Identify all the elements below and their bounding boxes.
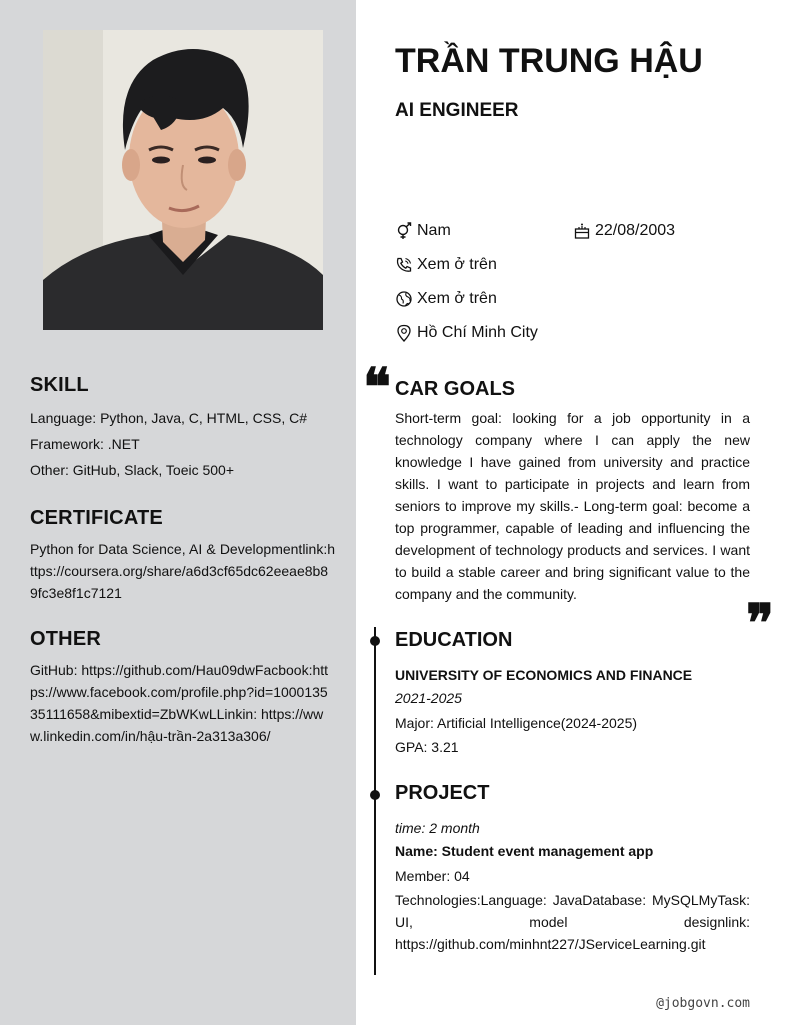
education-school: UNIVERSITY OF ECONOMICS AND FINANCE	[395, 667, 693, 683]
timeline-line	[374, 627, 376, 975]
skill-section	[30, 374, 335, 481]
project-name: Name: Student event management app	[395, 843, 654, 859]
candidate-role: AI ENGINEER	[395, 100, 519, 121]
timeline-dot-education	[370, 636, 380, 646]
location-pin-icon	[395, 324, 413, 342]
education-major: Major: Artificial Intelligence(2024-2025)	[395, 715, 638, 731]
quote-open-icon: ❝	[363, 357, 391, 418]
gender-value: Nam	[417, 222, 451, 239]
candidate-name: TRẦN TRUNG HẬU	[395, 42, 703, 80]
website-info	[395, 290, 497, 308]
skill-line-framework: Framework: .NET	[30, 436, 140, 452]
phone-info	[395, 256, 497, 274]
skill-title: SKILL	[30, 374, 89, 396]
education-years: 2021-2025	[395, 690, 462, 706]
location-value: Hồ Chí Minh City	[417, 324, 538, 341]
website-value: Xem ở trên	[417, 290, 497, 307]
phone-icon	[395, 256, 413, 274]
gender-icon	[395, 222, 413, 240]
goals-title: CAR GOALS	[395, 378, 515, 400]
location-info	[395, 324, 538, 342]
profile-photo	[43, 30, 323, 330]
birthday-info	[573, 222, 675, 240]
other-section	[30, 628, 335, 747]
project-member: Member: 04	[395, 868, 470, 884]
globe-icon	[395, 290, 413, 308]
education-title: EDUCATION	[395, 629, 513, 651]
certificate-title: CERTIFICATE	[30, 507, 163, 529]
footer-watermark: @jobgovn.com	[656, 996, 750, 1011]
project-title: PROJECT	[395, 782, 490, 804]
timeline-dot-project	[370, 790, 380, 800]
phone-value: Xem ở trên	[417, 256, 497, 273]
certificate-section	[30, 507, 335, 604]
gender-info	[395, 222, 451, 240]
quote-close-icon: ❞	[746, 593, 774, 654]
project-tech: Technologies:Language: JavaDatabase: MySQLMyTask: UI, model designlink: https://github.com/minhnt227/JServiceLearning.git	[395, 892, 750, 952]
skill-line-other: Other: GitHub, Slack, Toeic 500+	[30, 462, 235, 478]
project-time: time: 2 month	[395, 820, 480, 836]
education-gpa: GPA: 3.21	[395, 739, 459, 755]
certificate-text: Python for Data Science, AI & Developmentlink:https://coursera.org/share/a6d3cf65dc62eeae8b89fc3e8f1c7121	[30, 541, 335, 601]
birthday-value: 22/08/2003	[595, 222, 676, 239]
skill-line-language: Language: Python, Java, C, HTML, CSS, C#	[30, 410, 308, 426]
other-title: OTHER	[30, 628, 101, 650]
goals-text: Short-term goal: looking for a job opportunity in a technology company where I can apply the new knowledge I have gained from university and practice skills. I want to participate in projects and learn from seniors to improve my skills.- Long-term goal: become a top programmer, capable of leading and influencing the development of technology products and services. I want to build a stable career and bring significant value to the company and the community.	[395, 410, 750, 602]
other-text: GitHub: https://github.com/Hau09dwFacbook:https://www.facebook.com/profile.php?id=100013535111658&mibextid=ZbWKwLLinkin: https://www.linkedin.com/in/hậu-trần-2a313a306/	[30, 662, 329, 744]
calendar-icon	[573, 222, 591, 240]
